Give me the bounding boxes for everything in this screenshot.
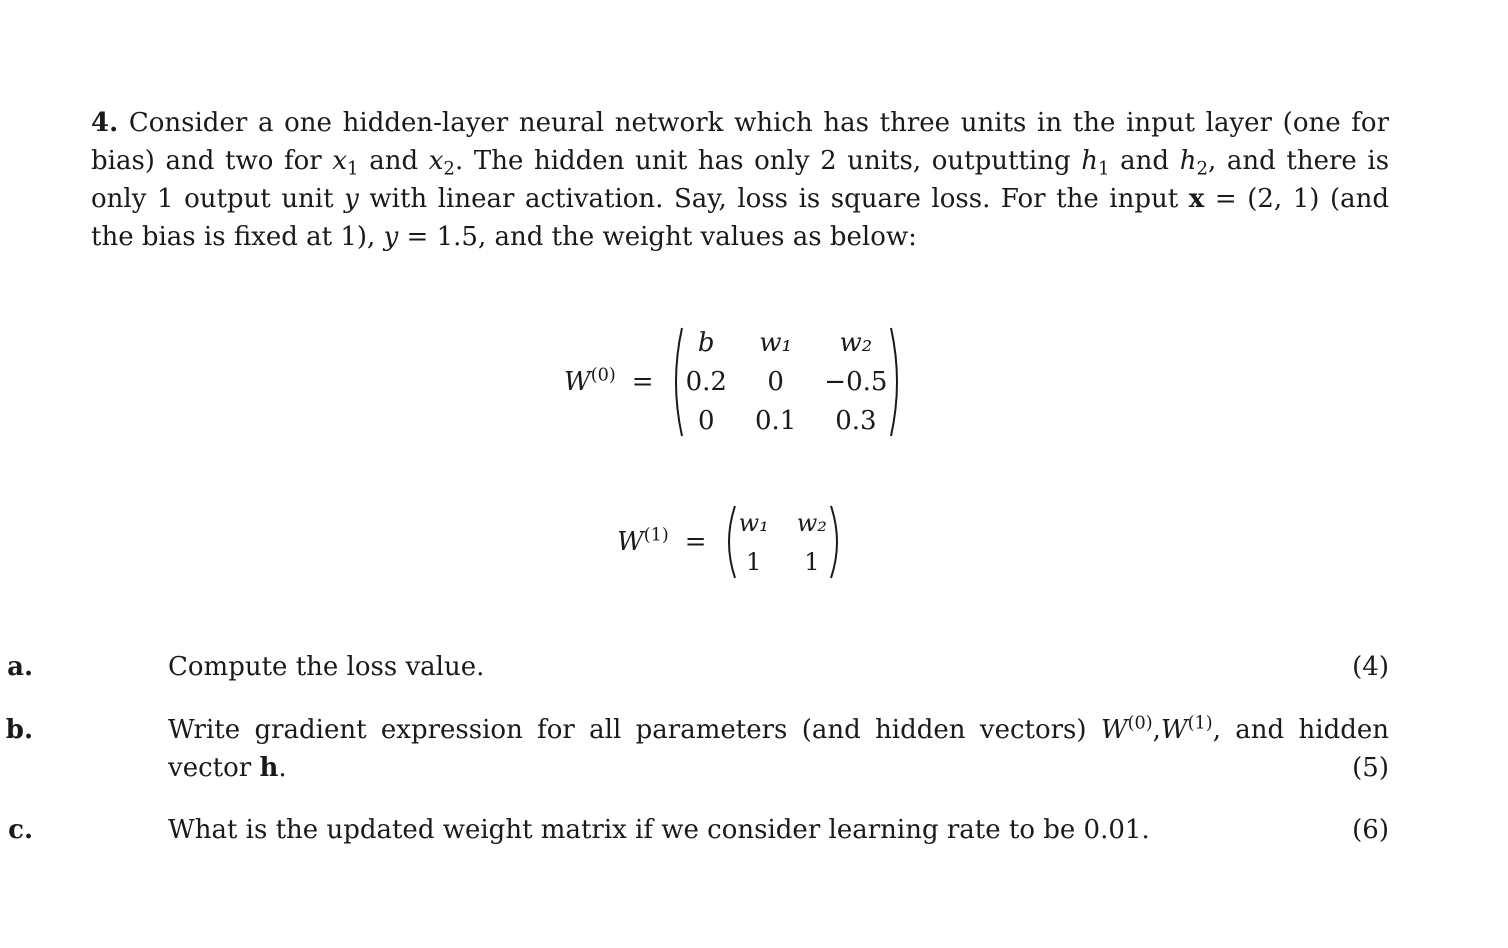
matrix-w0-grid <box>684 326 890 438</box>
matrix-cell: 1 <box>746 547 762 576</box>
matrix-w1 <box>721 504 845 580</box>
part-a-text: Compute the loss value. <box>168 652 485 682</box>
matrix-w0-equation <box>564 326 905 438</box>
matrix-w0-lhs: $W^{(0)}$ <box>564 365 616 397</box>
matrix-cell: 0.1 <box>754 405 797 436</box>
part-b-text-line-2: vector h. <box>168 753 287 783</box>
right-paren-icon <box>889 326 905 438</box>
part-c-label: c. <box>8 815 33 845</box>
matrix-w1-lhs: $W^{(1)}$ <box>617 525 669 557</box>
matrix-cell: w₁ <box>759 328 792 359</box>
matrix-cell: 0.3 <box>835 405 877 436</box>
problem-number: 4. <box>91 108 119 138</box>
equals-sign: = <box>684 527 707 557</box>
matrix-w1-grid <box>737 504 829 580</box>
part-c-text: What is the updated weight matrix if we consider learning rate to be 0.01. <box>168 815 1150 845</box>
left-paren-icon <box>668 326 684 438</box>
problem-line-3: only 1 output unit y with linear activation. Say, loss is square loss. For the input x = (2, 1) (and <box>91 184 1389 214</box>
matrix-cell: w₂ <box>796 508 827 537</box>
matrix-cell: 1 <box>804 547 820 576</box>
left-paren-icon <box>721 504 737 580</box>
part-a-marks: (4) <box>1352 652 1389 682</box>
matrix-cell: 0 <box>697 405 715 436</box>
equals-sign: = <box>631 367 654 397</box>
matrix-w0 <box>668 326 906 438</box>
matrix-cell: w₁ <box>738 508 769 537</box>
part-c-marks: (6) <box>1352 815 1389 845</box>
problem-line-4: the bias is fixed at 1), y = 1.5, and the weight values as below: <box>91 222 917 252</box>
problem-line-2: bias) and two for $x_1$ and $x_2$. The hidden unit has only 2 units, outputting $h_1$ and $h_2$, and there is <box>91 146 1390 180</box>
matrix-cell: 0 <box>767 366 784 397</box>
matrix-cell: w₂ <box>839 328 873 359</box>
part-b-text-line-1: Write gradient expression for all parameters (and hidden vectors) $W^{(0)},W^{(1)}$, and hidden <box>168 713 1389 745</box>
matrix-cell: 0.2 <box>685 366 727 397</box>
matrix-w1-equation <box>617 504 845 580</box>
matrix-cell: b <box>697 328 715 359</box>
right-paren-icon <box>829 504 845 580</box>
part-b-marks: (5) <box>1352 753 1389 783</box>
matrix-cell: −0.5 <box>824 366 888 397</box>
part-a-label: a. <box>7 652 33 682</box>
problem-line-1: 4. Consider a one hidden-layer neural network which has three units in the input layer (one for <box>91 108 1389 138</box>
part-b-label: b. <box>5 715 33 745</box>
